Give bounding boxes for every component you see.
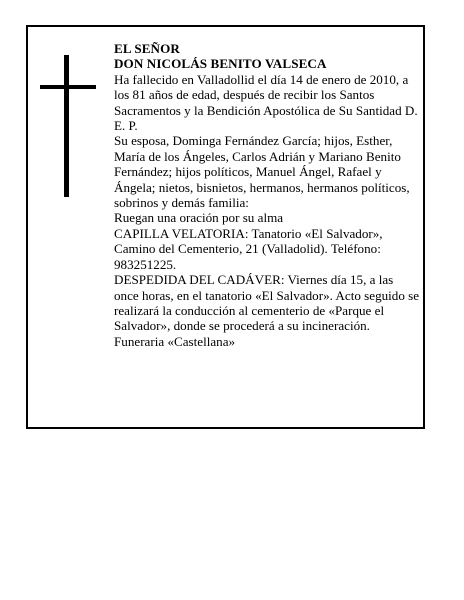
cross-vertical-bar <box>64 55 69 197</box>
farewell-info: DESPEDIDA DEL CADÁVER: Viernes día 15, a las once horas, en el tanatorio «El Salvador». Acto seguido se realizará la conducción al cementerio de «Parque el Salvador», donde se procederá a su incineración. <box>114 272 420 334</box>
notice-text <box>114 41 420 349</box>
family-list: Su esposa, Dominga Fernández García; hijos, Esther, María de los Ángeles, Carlos Adrián y Mariano Benito Fernández; hijos políticos, Manuel Ángel, Rafael y Ángela; nietos, bisnietos, hermanos, hermanos políticos, sobrinos y demás familia: <box>114 133 410 211</box>
chapel-info: CAPILLA VELATORIA: Tanatorio «El Salvador», Camino del Cementerio, 21 (Valladolid). Teléfono: 983251225. <box>114 225 383 272</box>
obituary-notice <box>26 25 425 429</box>
death-announcement: Ha fallecido en Valladollid el día 14 de enero de 2010, a los 81 años de edad, después de recibir los Santos Sacramentos y la Bendición Apostólica de Su Santidad D. E. P. <box>114 71 418 134</box>
cross-icon <box>40 55 96 197</box>
cross-horizontal-bar <box>40 85 96 89</box>
prayer-request: Ruegan una oración por su alma <box>114 210 284 226</box>
deceased-name: DON NICOLÁS BENITO VALSECA <box>114 56 327 72</box>
funeral-home: Funeraria «Castellana» <box>114 333 236 349</box>
notice-title: EL SEÑOR <box>114 41 180 56</box>
